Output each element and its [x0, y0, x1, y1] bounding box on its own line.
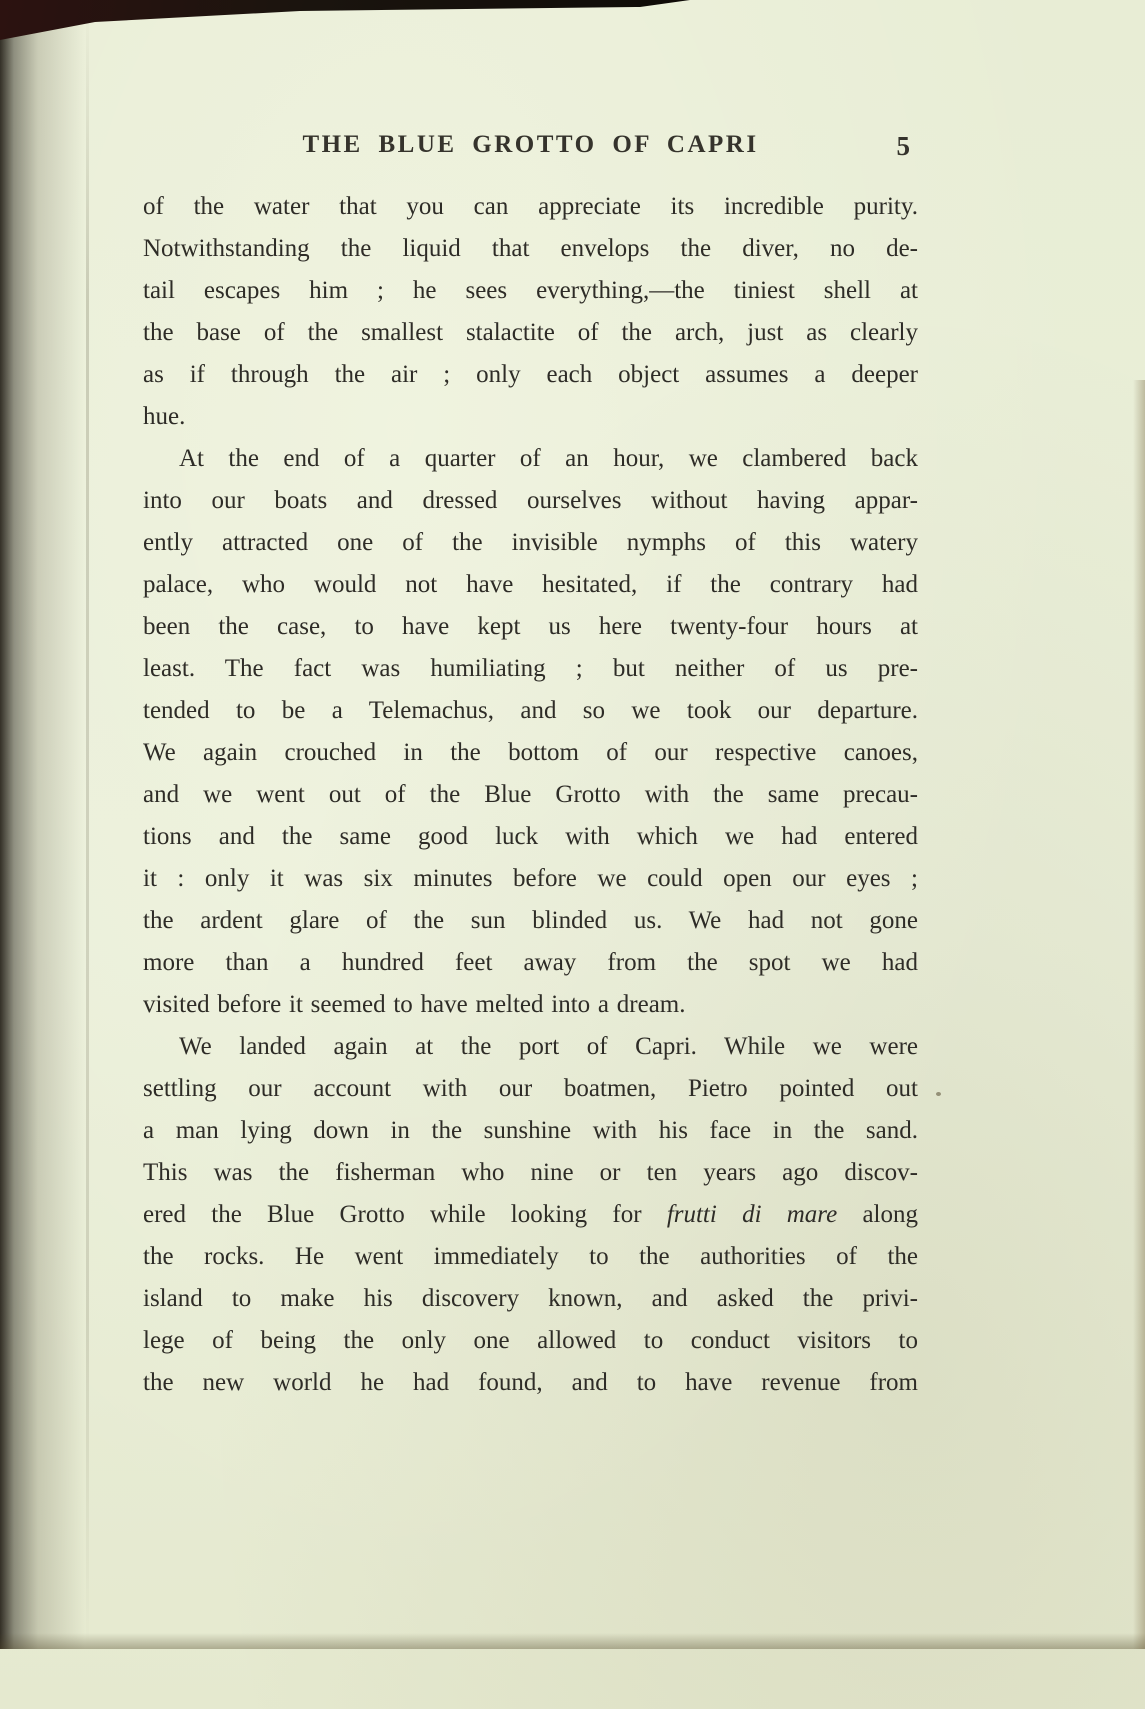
- scan-shadow-right: [1133, 380, 1145, 1649]
- text-line: [143, 984, 918, 1026]
- scan-shadow-left: [0, 0, 85, 1649]
- text-line: [143, 312, 918, 354]
- text-segment: the ardent glare of the sun blinded us. We had not gone: [143, 907, 918, 934]
- text-line: [143, 228, 918, 270]
- page-header: [143, 131, 918, 167]
- text-line: [143, 858, 918, 900]
- ink-speck: [936, 1092, 941, 1096]
- text-line: [143, 270, 918, 312]
- text-segment: into our boats and dressed ourselves without having appar-: [143, 487, 918, 514]
- text-segment: tions and the same good luck with which we had entered: [143, 823, 918, 850]
- text-segment: and we went out of the Blue Grotto with the same precau-: [143, 781, 918, 808]
- text-segment: ered the Blue Grotto while looking for: [143, 1201, 667, 1228]
- running-title: THE BLUE GROTTO OF CAPRI: [302, 131, 759, 158]
- text-segment: it : only it was six minutes before we could open our eyes ;: [143, 865, 918, 892]
- text-segment: We again crouched in the bottom of our respective canoes,: [143, 739, 918, 766]
- text-line: [143, 480, 918, 522]
- text-line: [143, 606, 918, 648]
- text-segment: ently attracted one of the invisible nymphs of this watery: [143, 529, 918, 556]
- text-line: [143, 774, 918, 816]
- text-segment: the rocks. He went immediately to the authorities of the: [143, 1243, 918, 1270]
- text-line: [143, 690, 918, 732]
- text-segment: tail escapes him ; he sees everything,—the tiniest shell at: [143, 277, 918, 304]
- text-line: [143, 438, 918, 480]
- text-segment: of the water that you can appreciate its incredible purity.: [143, 193, 918, 220]
- text-block: [143, 186, 918, 1404]
- text-segment: visited before it seemed to have melted into a dream.: [143, 991, 686, 1018]
- text-line: [143, 1152, 918, 1194]
- text-line: [143, 1278, 918, 1320]
- text-segment: lege of being the only one allowed to conduct visitors to: [143, 1327, 918, 1354]
- text-line: [143, 522, 918, 564]
- text-segment: along: [837, 1201, 918, 1228]
- text-segment: palace, who would not have hesitated, if the contrary had: [143, 571, 918, 598]
- text-segment: At the end of a quarter of an hour, we clambered back: [179, 445, 918, 472]
- text-line: [143, 354, 918, 396]
- text-line: [143, 900, 918, 942]
- text-segment: island to make his discovery known, and asked the privi-: [143, 1285, 918, 1312]
- text-line: [143, 1110, 918, 1152]
- text-segment: settling our account with our boatmen, Pietro pointed out: [143, 1075, 918, 1102]
- scan-shadow-top: [0, 0, 690, 42]
- text-segment: tended to be a Telemachus, and so we took our departure.: [143, 697, 918, 724]
- text-line: [143, 1236, 918, 1278]
- text-segment: as if through the air ; only each object assumes a deeper: [143, 361, 918, 388]
- text-line: [143, 942, 918, 984]
- text-segment: We landed again at the port of Capri. While we were: [179, 1033, 918, 1060]
- page-crease: [86, 0, 89, 1649]
- text-segment: a man lying down in the sunshine with his face in the sand.: [143, 1117, 918, 1144]
- text-line: [143, 1026, 918, 1068]
- text-line: [143, 396, 918, 438]
- text-segment: hue.: [143, 403, 186, 430]
- text-line: [143, 186, 918, 228]
- text-line: [143, 564, 918, 606]
- text-segment: the base of the smallest stalactite of the arch, just as clearly: [143, 319, 918, 346]
- book-edge-bottom: [0, 1649, 1145, 1709]
- page-bottom-shadow: [0, 1633, 1145, 1649]
- italic-phrase: frutti di mare: [666, 1201, 838, 1228]
- text-line: [143, 816, 918, 858]
- text-segment: This was the fisherman who nine or ten years ago discov-: [143, 1159, 918, 1186]
- text-segment: Notwithstanding the liquid that envelops the diver, no de-: [143, 235, 918, 262]
- text-segment: least. The fact was humiliating ; but neither of us pre-: [143, 655, 918, 682]
- text-segment: the new world he had found, and to have revenue from: [143, 1369, 918, 1396]
- text-line: [143, 1362, 918, 1404]
- page-number: 5: [896, 131, 910, 161]
- text-line: [143, 1194, 918, 1236]
- text-segment: been the case, to have kept us here twenty-four hours at: [143, 613, 918, 640]
- text-line: [143, 732, 918, 774]
- text-line: [143, 1068, 918, 1110]
- text-segment: more than a hundred feet away from the spot we had: [143, 949, 918, 976]
- text-line: [143, 1320, 918, 1362]
- text-line: [143, 648, 918, 690]
